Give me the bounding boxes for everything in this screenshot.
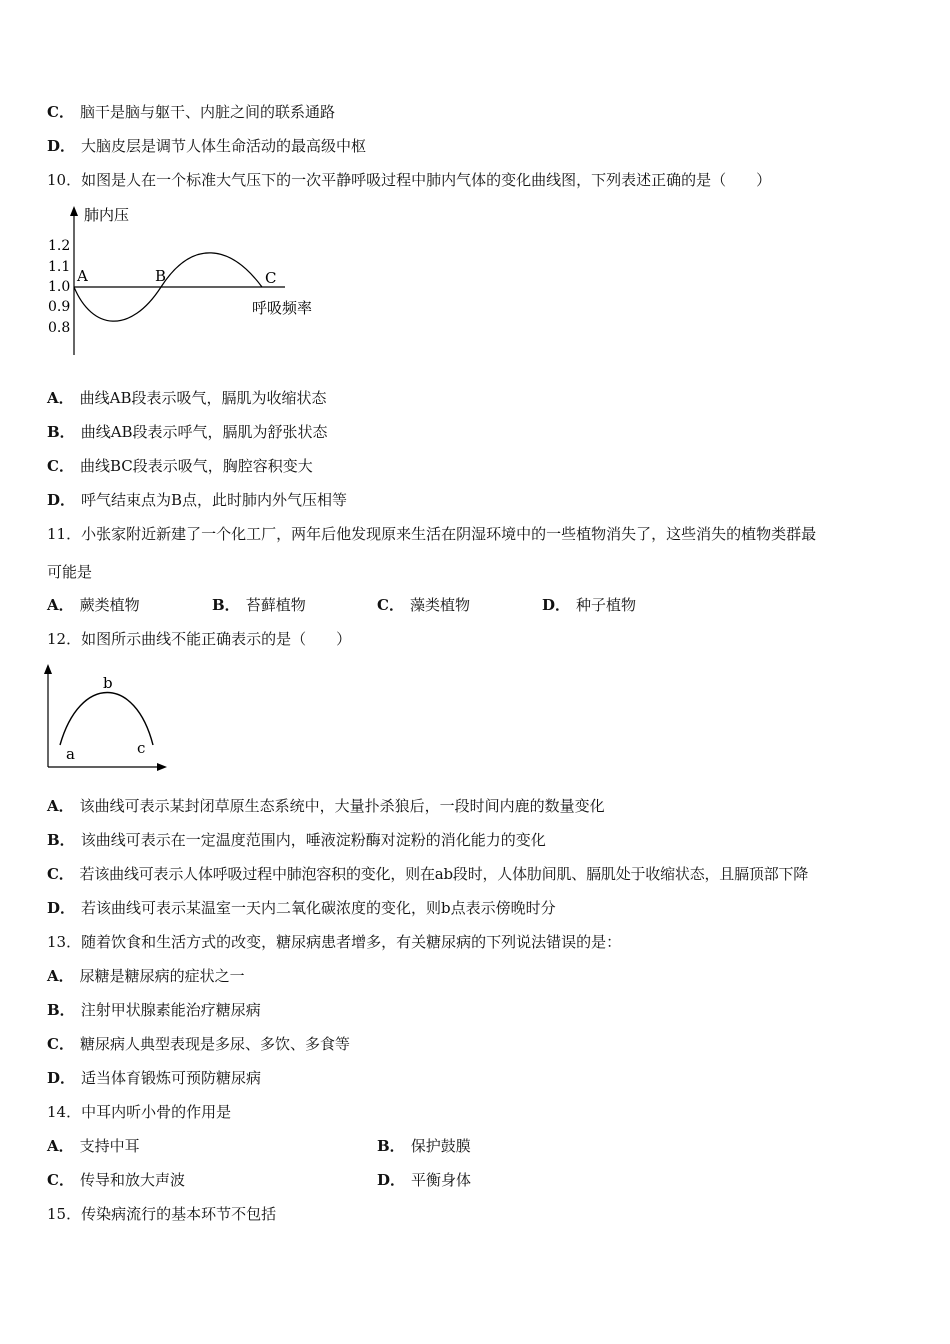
q14-options-row1 <box>47 1136 907 1156</box>
option-text: 曲线AB段表示呼气，膈肌为舒张状态 <box>80 423 328 441</box>
q9-option-c <box>47 102 335 122</box>
option-label: C． <box>47 865 74 883</box>
q12-label-b: b <box>103 674 113 692</box>
option-text: 传导和放大声波 <box>79 1171 185 1189</box>
option-label: D． <box>47 899 76 917</box>
q12-label-a: a <box>66 745 75 763</box>
q13-option-c <box>47 1034 350 1054</box>
q11-stem-line1: 11．小张家附近新建了一个化工厂，两年后他发现原来生活在阴湿环境中的一些植物消失了，这些消失的植物类群最 <box>47 525 817 543</box>
option-label: D． <box>47 491 76 509</box>
q10-stem: 10．如图是人在一个标准大气压下的一次平静呼吸过程中肺内气体的变化曲线图，下列表述正确的是（ ） <box>47 171 772 189</box>
q11-option-c <box>377 595 542 615</box>
option-label: B． <box>47 423 75 441</box>
option-label: B． <box>212 596 240 614</box>
q10-point-a: A <box>77 267 88 285</box>
q14-options-row2 <box>47 1170 907 1190</box>
q14-option-a <box>47 1137 140 1155</box>
q10-ytick: 0.8 <box>48 320 71 336</box>
option-text: 适当体育锻炼可预防糖尿病 <box>81 1069 262 1087</box>
q11-option-b <box>212 595 377 615</box>
option-label: D． <box>542 596 571 614</box>
option-text: 平衡身体 <box>411 1171 472 1189</box>
option-label: D． <box>47 137 76 155</box>
q14-option-d <box>377 1170 471 1190</box>
q10-ytick: 1.0 <box>48 279 71 295</box>
q15-stem: 15．传染病流行的基本环节不包括 <box>47 1205 277 1223</box>
option-text: 糖尿病人典型表现是多尿、多饮、多食等 <box>79 1035 350 1053</box>
option-label: D． <box>377 1171 406 1189</box>
q10-ytick: 0.9 <box>48 299 71 315</box>
option-text: 种子植物 <box>576 596 637 614</box>
option-text: 若该曲线可表示某温室一天内二氧化碳浓度的变化，则b点表示傍晚时分 <box>81 899 556 917</box>
q10-y-title: 肺内压 <box>84 206 130 224</box>
q10-x-title: 呼吸频率 <box>252 299 313 317</box>
option-text: 该曲线可表示在一定温度范围内，唾液淀粉酶对淀粉的消化能力的变化 <box>80 831 546 849</box>
option-text: 大脑皮层是调节人体生命活动的最高级中枢 <box>81 137 367 155</box>
option-label: C． <box>47 457 74 475</box>
q11-options <box>47 595 707 615</box>
q10-pressure-chart <box>40 200 340 365</box>
option-text: 该曲线可表示某封闭草原生态系统中，大量扑杀狼后，一段时间内鹿的数量变化 <box>79 797 605 815</box>
option-text: 支持中耳 <box>79 1137 140 1155</box>
q10-option-a <box>47 388 327 408</box>
option-label: B． <box>47 1001 75 1019</box>
q10-y-axis-arrow <box>70 206 78 216</box>
q10-point-c: C <box>265 269 277 287</box>
option-label: C． <box>47 1035 74 1053</box>
q10-option-c <box>47 456 313 476</box>
q12-y-axis-arrow <box>44 664 52 674</box>
q11-stem-line2: 可能是 <box>47 563 93 581</box>
q13-option-d <box>47 1068 261 1088</box>
option-text: 曲线BC段表示吸气，胸腔容积变大 <box>79 457 313 475</box>
option-label: B． <box>47 831 75 849</box>
option-text: 尿糖是糖尿病的症状之一 <box>79 967 245 985</box>
q12-option-c <box>47 864 808 884</box>
option-label: C． <box>47 103 74 121</box>
q11-option-a <box>47 595 212 615</box>
option-text: 藻类植物 <box>409 596 470 614</box>
option-text: 若该曲线可表示人体呼吸过程中肺泡容积的变化，则在ab段时，人体肋间肌、膈肌处于收缩状态，且膈顶部下降 <box>79 865 809 883</box>
q13-stem: 13．随着饮食和生活方式的改变，糖尿病患者增多，有关糖尿病的下列说法错误的是： <box>47 933 622 951</box>
option-text: 苔藓植物 <box>245 596 306 614</box>
q12-x-axis-arrow <box>157 763 167 771</box>
option-text: 注射甲状腺素能治疗糖尿病 <box>80 1001 261 1019</box>
option-label: A． <box>47 797 74 815</box>
option-label: B． <box>377 1137 405 1155</box>
q14-option-b <box>377 1136 471 1156</box>
option-label: A． <box>47 1137 74 1155</box>
q10-ytick: 1.2 <box>48 238 71 254</box>
option-label: A． <box>47 389 74 407</box>
option-label: A． <box>47 967 74 985</box>
option-text: 呼气结束点为B点，此时肺内外气压相等 <box>81 491 348 509</box>
q14-stem: 14．中耳内听小骨的作用是 <box>47 1103 232 1121</box>
option-label: A． <box>47 596 74 614</box>
option-text: 曲线AB段表示吸气，膈肌为收缩状态 <box>79 389 327 407</box>
q12-stem: 12．如图所示曲线不能正确表示的是（ ） <box>47 630 352 648</box>
option-label: C． <box>377 596 404 614</box>
option-text: 保护鼓膜 <box>410 1137 471 1155</box>
q13-option-a <box>47 966 245 986</box>
option-label: C． <box>47 1171 74 1189</box>
q10-option-b <box>47 422 328 442</box>
q12-curve <box>60 693 153 746</box>
q14-option-c <box>47 1171 185 1189</box>
q10-ytick: 1.1 <box>48 259 71 275</box>
q12-option-b <box>47 830 546 850</box>
q10-point-b: B <box>155 267 167 285</box>
q10-option-d <box>47 490 347 510</box>
option-text: 蕨类植物 <box>79 596 140 614</box>
q11-option-d <box>542 595 707 615</box>
q12-option-d <box>47 898 556 918</box>
q12-option-a <box>47 796 605 816</box>
option-text: 脑干是脑与躯干、内脏之间的联系通路 <box>79 103 335 121</box>
q9-option-d <box>47 136 366 156</box>
option-label: D． <box>47 1069 76 1087</box>
q12-curve-figure <box>40 660 175 775</box>
q13-option-b <box>47 1000 261 1020</box>
q12-label-c: c <box>137 739 146 757</box>
